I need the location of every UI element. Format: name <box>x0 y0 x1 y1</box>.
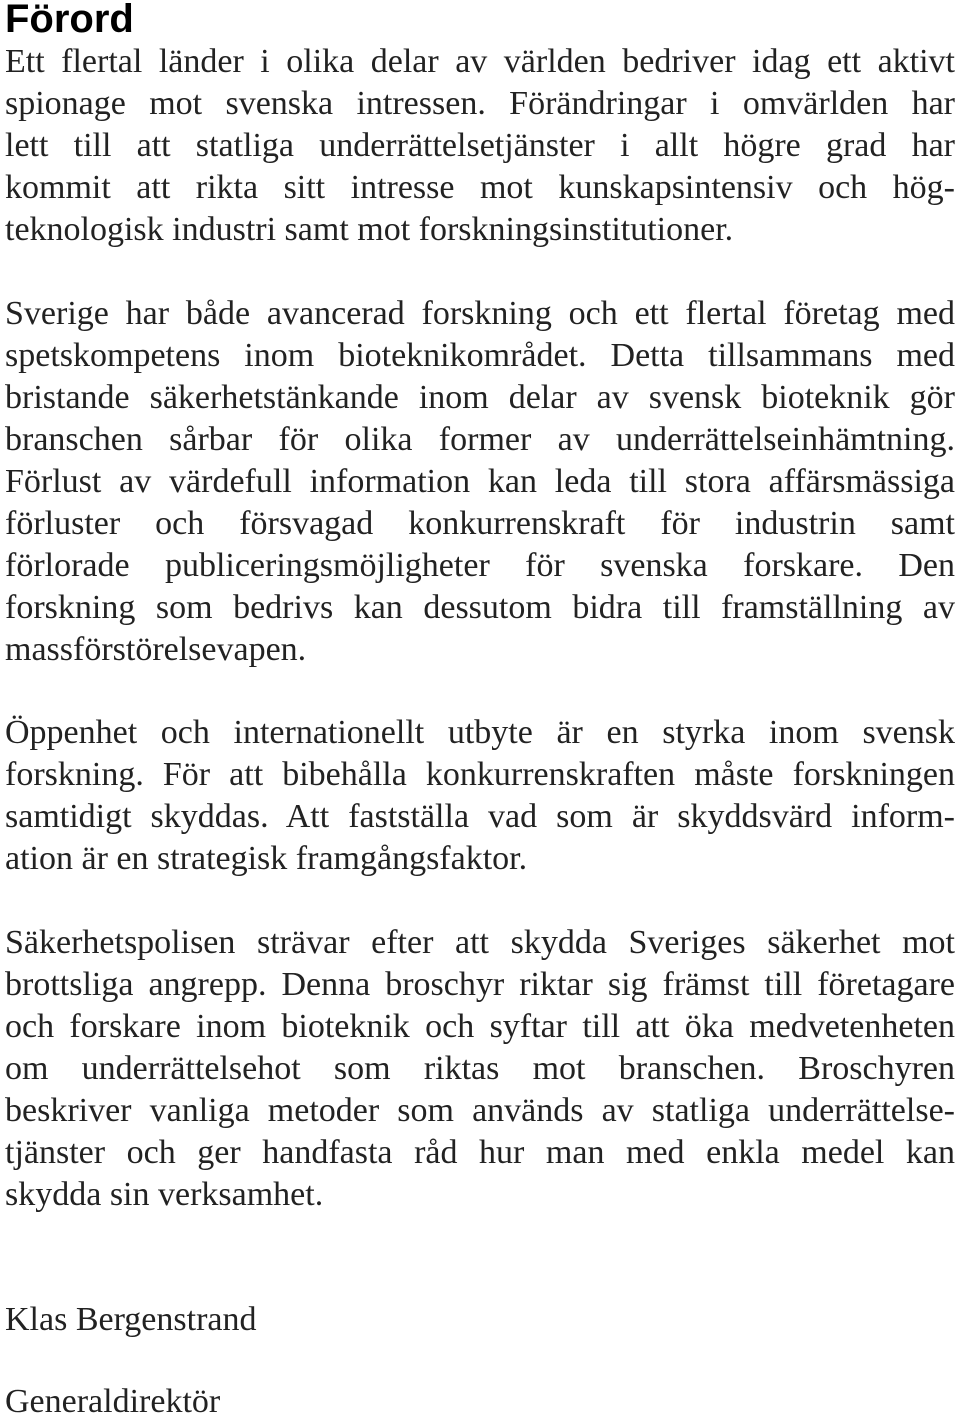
text-line: beskriver vanliga metoder som används av statliga underrättelse- <box>5 1092 955 1129</box>
text-line: Sverige har både avancerad forskning och ett flertal företag med <box>5 295 955 332</box>
signature-title: Generaldirektör <box>5 1383 221 1420</box>
text-line: spionage mot svenska intressen. Förändringar i omvärlden har <box>5 85 955 122</box>
text-line: samtidigt skyddas. Att fastställa vad som är skyddsvärd inform- <box>5 798 955 835</box>
text-line: teknologisk industri samt mot forskningsinstitutioner. <box>5 211 734 248</box>
signature-name: Klas Bergenstrand <box>5 1301 257 1338</box>
text-line: bristande säkerhetstänkande inom delar av svensk bioteknik gör <box>5 379 955 416</box>
text-line: forskning som bedrivs kan dessutom bidra till framställning av <box>5 589 955 626</box>
paragraph-openness <box>5 712 955 880</box>
text-line: kommit att rikta sitt intresse mot kunskapsintensiv och hög- <box>5 169 955 206</box>
text-line: förlorade publiceringsmöjligheter för svenska forskare. Den <box>5 547 955 584</box>
text-line: forskning. För att bibehålla konkurrenskraften måste forskningen <box>5 756 955 793</box>
text-line: Förlust av värdefull information kan leda till stora affärsmässiga <box>5 463 955 500</box>
text-line: lett till att statliga underrättelsetjänster i allt högre grad har <box>5 127 955 164</box>
text-line: Säkerhetspolisen strävar efter att skydda Sveriges säkerhet mot <box>5 924 955 961</box>
text-line: tjänster och ger handfasta råd hur man med enkla medel kan <box>5 1134 955 1171</box>
paragraph-security-police <box>5 922 955 1216</box>
paragraph-intro <box>5 41 955 251</box>
text-line: Ett flertal länder i olika delar av världen bedriver idag ett aktivt <box>5 43 955 80</box>
text-line: skydda sin verksamhet. <box>5 1176 324 1213</box>
text-line: branschen sårbar för olika former av underrättelseinhämtning. <box>5 421 955 458</box>
page-title: Förord <box>5 0 134 41</box>
text-line: förluster och försvagad konkurrenskraft för industrin samt <box>5 505 955 542</box>
text-line: massförstörelsevapen. <box>5 631 307 668</box>
text-line: om underrättelsehot som riktas mot branschen. Broschyren <box>5 1050 955 1087</box>
text-line: ation är en strategisk framgångsfaktor. <box>5 840 528 877</box>
paragraph-sweden-biotech <box>5 293 955 671</box>
text-line: brottsliga angrepp. Denna broschyr riktar sig främst till företagare <box>5 966 955 1003</box>
text-line: Öppenhet och internationellt utbyte är en styrka inom svensk <box>5 714 955 751</box>
text-line: och forskare inom bioteknik och syftar till att öka medvetenheten <box>5 1008 955 1045</box>
text-line: spetskompetens inom bioteknikområdet. Detta tillsammans med <box>5 337 955 374</box>
